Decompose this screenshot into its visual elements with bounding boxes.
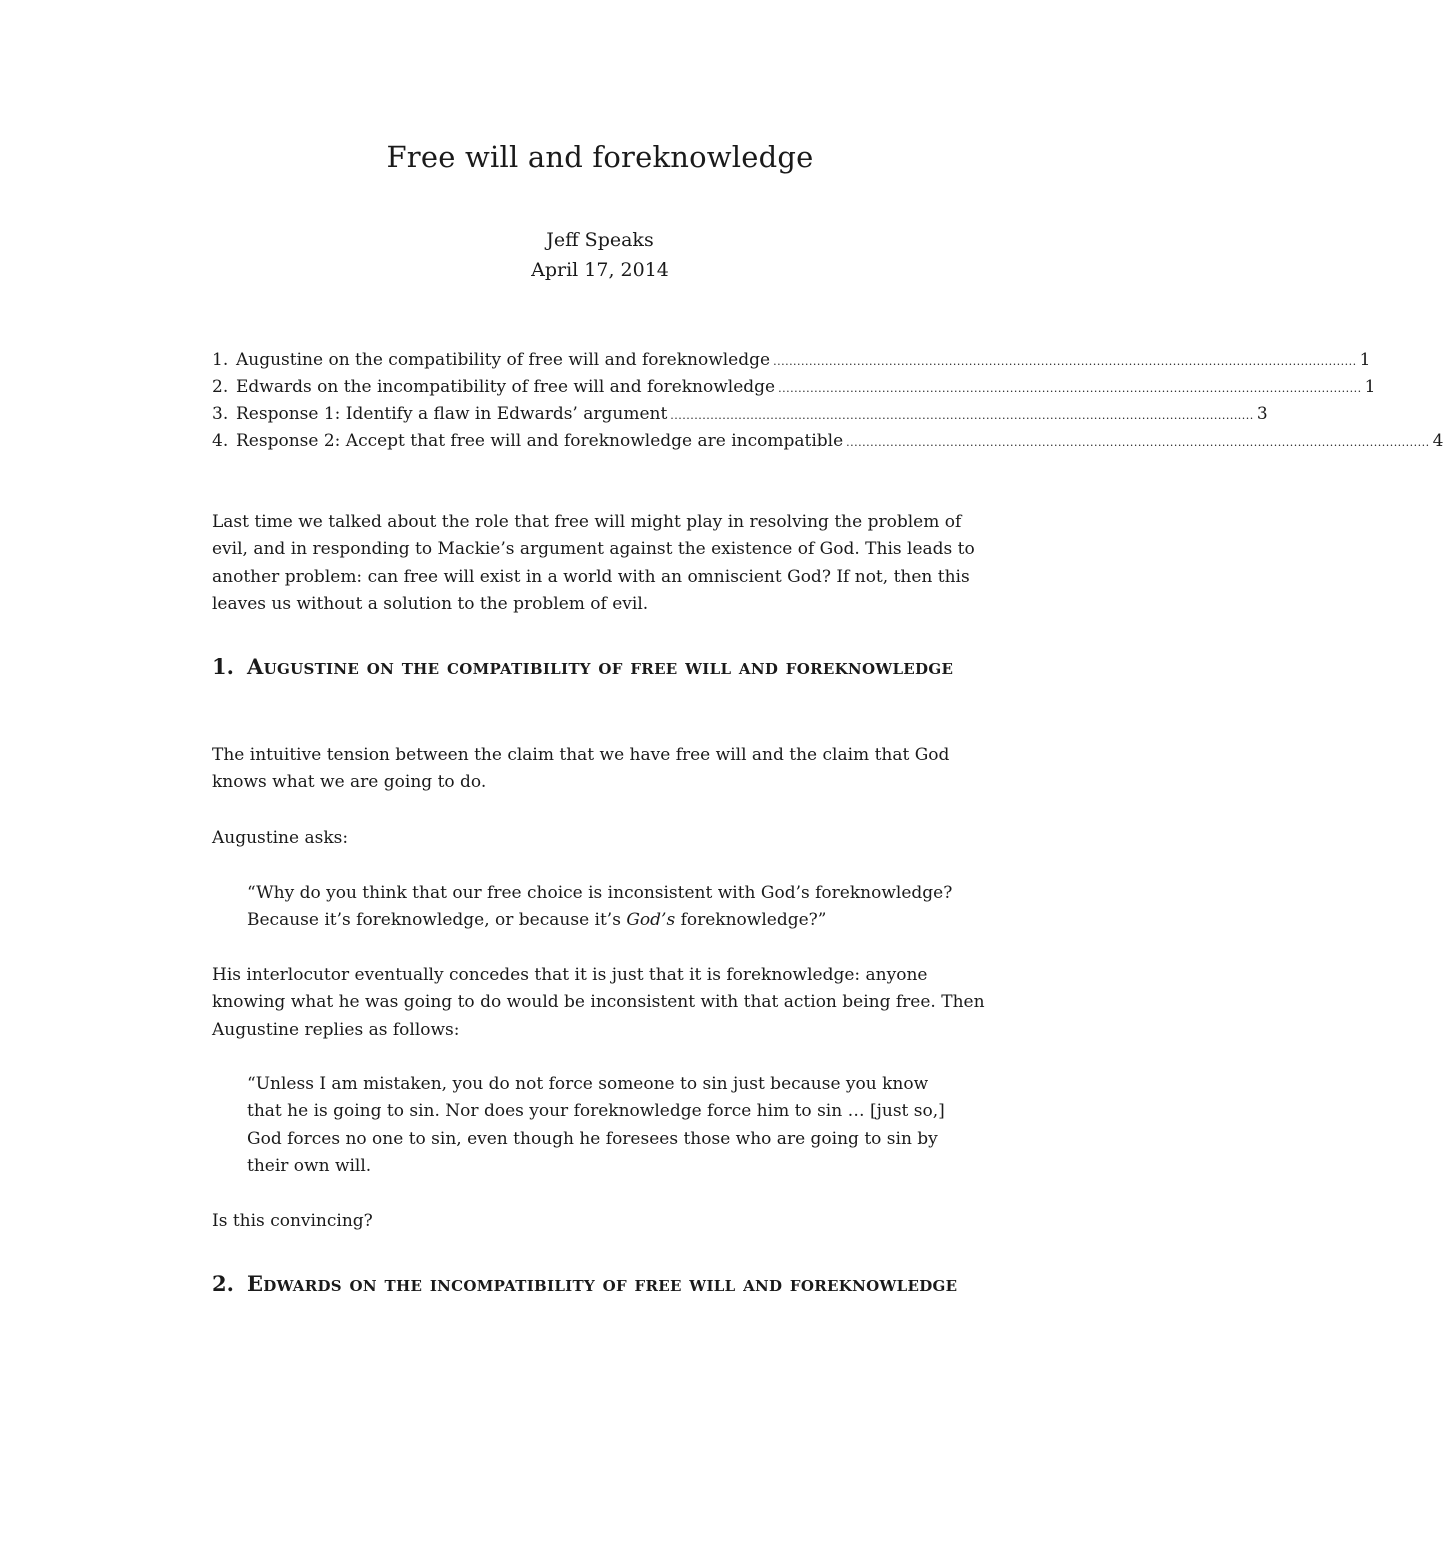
- quote-text: foreknowledge?”: [675, 910, 827, 931]
- section-1-paragraph: Is this convincing?: [212, 1211, 373, 1231]
- section-1-paragraph: Augustine asks:: [212, 828, 349, 848]
- document-date: April 17, 2014: [531, 259, 669, 281]
- toc-entry-number: 2.: [212, 377, 229, 397]
- section-1-heading: [212, 651, 988, 682]
- document-title: Free will and foreknowledge: [386, 140, 814, 174]
- toc-entry-title: Edwards on the incompatibility of free will and foreknowledge: [236, 377, 776, 397]
- toc-leader-dots: ..................................................................................................................................................: [773, 355, 1357, 368]
- toc-entry[interactable]: [212, 350, 1371, 377]
- section-2-number: 2.: [212, 1271, 234, 1296]
- toc-entry-page: 3: [1256, 404, 1268, 424]
- toc-entry[interactable]: [212, 431, 1444, 458]
- toc-entry-title: Augustine on the compatibility of free will and foreknowledge: [236, 350, 771, 370]
- section-1-paragraph: His interlocutor eventually concedes that it is just that it is foreknowledge: anyone knowing what he was going to do would be inconsistent with that action being free. Then Augustine replies as follows:: [212, 965, 985, 1040]
- author-name: Jeff Speaks: [546, 229, 654, 251]
- toc-entry-number: 1.: [212, 350, 229, 370]
- toc-entry-number: 4.: [212, 431, 229, 451]
- section-2-heading: [212, 1268, 988, 1299]
- table-of-contents: [212, 350, 1444, 458]
- toc-entry-page: 4: [1432, 431, 1444, 451]
- toc-entry[interactable]: [212, 377, 1376, 404]
- augustine-reply-quote: “Unless I am mistaken, you do not force someone to sin just because you know that he is going to sin. Nor does your foreknowledge force him to sin … [just so,] God forces no one to sin, even though he foresees those who are going to sin by their own will.: [247, 1074, 945, 1177]
- quote-text: “Why do you think that our free choice is inconsistent with God’s foreknowledge? Because it’s foreknowledge, or because it’s: [247, 883, 953, 931]
- section-1-number: 1.: [212, 654, 234, 679]
- section-1-title: Augustine on the compatibility of free will and foreknowledge: [247, 654, 954, 679]
- section-1-paragraph: The intuitive tension between the claim that we have free will and the claim that God knows what we are going to do.: [212, 745, 950, 793]
- toc-entry-title: Response 2: Accept that free will and foreknowledge are incompatible: [236, 431, 844, 451]
- augustine-quote: [247, 880, 967, 935]
- toc-entry-title: Response 1: Identify a flaw in Edwards’ argument: [236, 404, 668, 424]
- toc-entry-page: 1: [1364, 377, 1376, 397]
- toc-leader-dots: ..................................................................................................................................................: [778, 382, 1362, 395]
- toc-leader-dots: ..................................................................................................................................................: [846, 436, 1430, 449]
- toc-leader-dots: ..................................................................................................................................................: [670, 409, 1254, 422]
- toc-entry-page: 1: [1359, 350, 1371, 370]
- quote-emphasis: God’s: [626, 910, 676, 931]
- intro-paragraph: Last time we talked about the role that free will might play in resolving the problem of evil, and in responding to Mackie’s argument against the existence of God. This leads to another problem: can free will exist in a world with an omniscient God? If not, then this leaves us without a solution to the problem of evil.: [212, 512, 975, 615]
- section-2-title: Edwards on the incompatibility of free will and foreknowledge: [247, 1271, 958, 1296]
- toc-entry[interactable]: [212, 404, 1268, 431]
- toc-entry-number: 3.: [212, 404, 229, 424]
